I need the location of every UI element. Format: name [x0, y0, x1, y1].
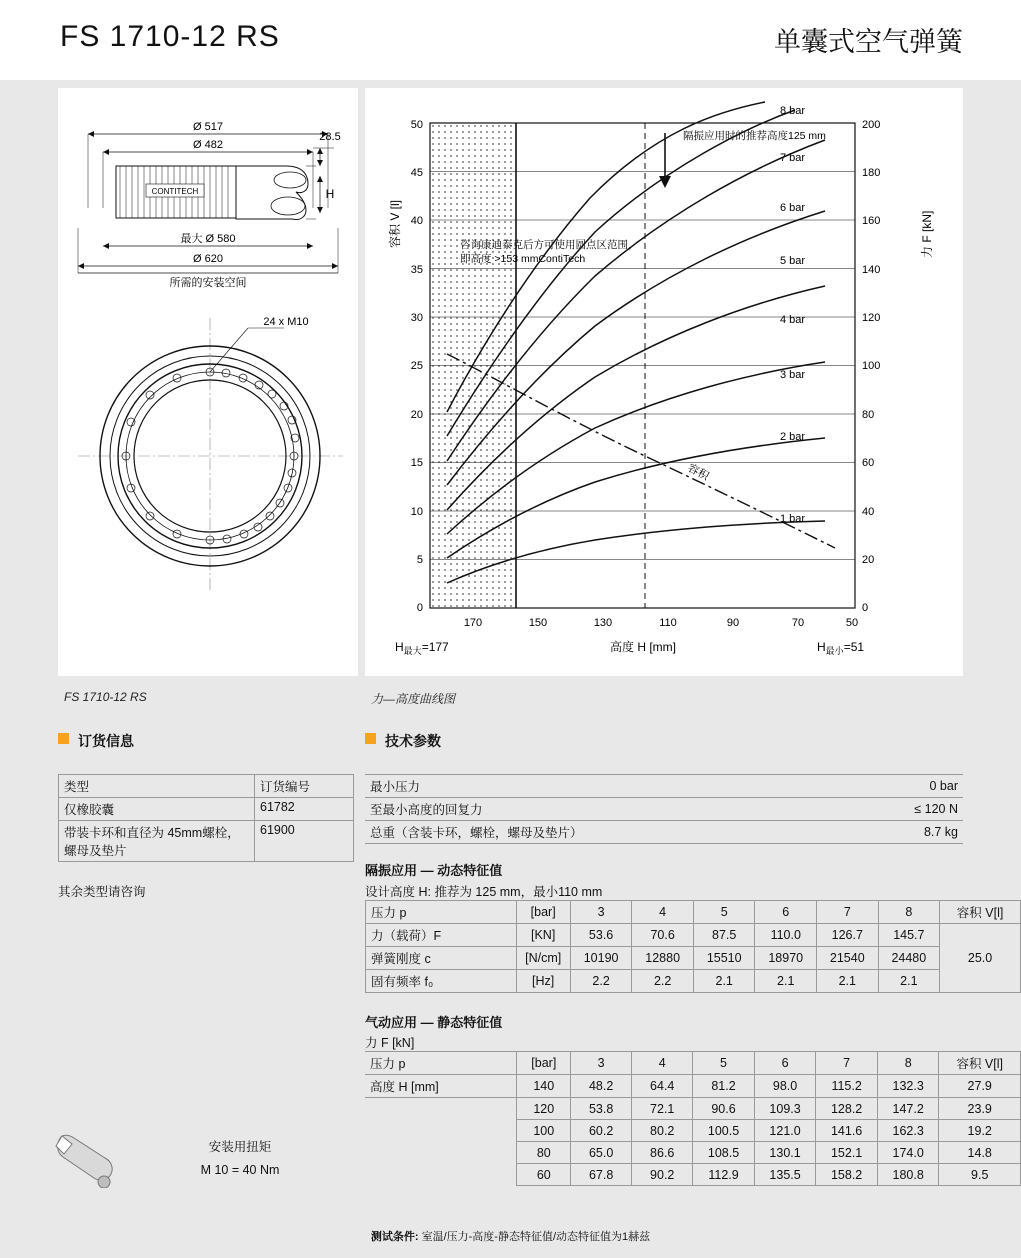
static-row-label: 高度 H [mm] — [365, 1075, 517, 1098]
svg-text:40: 40 — [410, 215, 423, 227]
static-subtitle: 力 F [kN] — [365, 1036, 415, 1050]
svg-text:10: 10 — [410, 506, 423, 518]
stat-r4-vol: 9.5 — [939, 1164, 1021, 1186]
svg-text:20: 20 — [862, 554, 875, 566]
svg-text:最大 Ø 580: 最大 Ø 580 — [180, 233, 236, 245]
stat-r3-v5: 174.0 — [877, 1142, 939, 1164]
stat-r0-v1: 64.4 — [632, 1075, 693, 1098]
svg-text:Ø 517: Ø 517 — [193, 121, 223, 133]
torque-line2: M 10 = 40 Nm — [200, 1162, 280, 1177]
stat-r1-v2: 90.6 — [693, 1098, 755, 1120]
svg-text:高度 H [mm]: 高度 H [mm] — [610, 640, 676, 654]
order-row1-type: 带装卡环和直径为 45mm螺栓，螺母及垫片 — [59, 821, 255, 862]
stat-r3-vol: 14.8 — [939, 1142, 1021, 1164]
dyn-r0-v3: 110.0 — [755, 924, 817, 947]
dynamic-heading: 隔振应用 — 动态特征值 — [365, 863, 503, 878]
dyn-r2-unit: [Hz] — [516, 970, 570, 993]
stat-r0-v0: 48.2 — [571, 1075, 632, 1098]
stat-r2-v0: 60.2 — [571, 1120, 632, 1142]
page-header — [0, 0, 1021, 80]
chart-panel — [365, 88, 963, 676]
svg-text:H: H — [325, 187, 335, 201]
order-row0-number: 61782 — [255, 798, 354, 821]
dyn-r1-v3: 18970 — [755, 947, 817, 970]
svg-text:Ø 620: Ø 620 — [193, 253, 223, 265]
dyn-r1-v4: 21540 — [817, 947, 879, 970]
stat-r3-v1: 86.6 — [632, 1142, 693, 1164]
svg-text:150: 150 — [528, 617, 548, 629]
svg-text:6 bar: 6 bar — [780, 202, 806, 214]
order-info-table — [58, 774, 354, 862]
stat-r1-h: 120 — [517, 1098, 571, 1120]
table-row — [365, 1120, 1021, 1142]
stat-h-vol: 容积 V[l] — [939, 1052, 1021, 1075]
tech-row0-value: 0 bar — [783, 775, 963, 798]
svg-text:24 x M10: 24 x M10 — [263, 316, 309, 328]
svg-text:50: 50 — [410, 119, 423, 131]
svg-text:8 bar: 8 bar — [780, 105, 806, 117]
table-row — [366, 947, 1021, 970]
wrench-icon — [52, 1128, 122, 1188]
stat-h-7: 7 — [816, 1052, 878, 1075]
dyn-r2-label: 固有频率 f₀ — [366, 970, 517, 993]
dyn-r2-v1: 2.2 — [632, 970, 694, 993]
orange-marker-tech — [365, 733, 376, 744]
dynamic-subtitle: 设计高度 H: 推荐为 125 mm，最小110 mm — [365, 885, 603, 899]
svg-text:所需的安装空间: 所需的安装空间 — [169, 277, 247, 289]
dynamic-table — [365, 900, 1021, 993]
stat-r0-v5: 132.3 — [877, 1075, 939, 1098]
tech-row2-value: 8.7 kg — [783, 821, 963, 844]
svg-text:容积 V [l]: 容积 V [l] — [388, 199, 402, 248]
stat-h-5: 5 — [693, 1052, 755, 1075]
svg-text:H最大=177: $H_{最大}=177$ — [395, 640, 449, 656]
stat-h-8: 8 — [877, 1052, 939, 1075]
svg-text:170: 170 — [463, 617, 483, 629]
dyn-r2-v0: 2.2 — [570, 970, 632, 993]
stat-r1-v5: 147.2 — [877, 1098, 939, 1120]
stat-r0-v2: 81.2 — [693, 1075, 755, 1098]
stat-r1-v0: 53.8 — [571, 1098, 632, 1120]
dyn-h-unit: [bar] — [516, 901, 570, 924]
svg-text:50: 50 — [845, 617, 859, 629]
stat-r0-h: 140 — [517, 1075, 571, 1098]
left-caption: FS 1710-12 RS — [64, 690, 147, 704]
stat-r3-v3: 130.1 — [754, 1142, 816, 1164]
torque-line1: 安装用扭矩 — [208, 1140, 272, 1154]
svg-text:3 bar: 3 bar — [780, 369, 806, 381]
tech-row2-label: 总重（含装卡环，螺栓，螺母及垫片） — [365, 821, 783, 844]
stat-r4-v0: 67.8 — [571, 1164, 632, 1186]
svg-text:15: 15 — [410, 457, 423, 469]
table-row — [365, 1075, 1021, 1098]
dyn-h-5: 5 — [693, 901, 755, 924]
page-title: FS 1710-12 RS — [60, 20, 280, 53]
svg-text:咨询康迪泰克后方可使用圆点区范围，: 咨询康迪泰克后方可使用圆点区范围， — [460, 239, 639, 251]
svg-text:40: 40 — [862, 506, 875, 518]
dyn-r2-v4: 2.1 — [817, 970, 879, 993]
tech-row1-value: ≤ 120 N — [783, 798, 963, 821]
stat-r4-v1: 90.2 — [632, 1164, 693, 1186]
dyn-r0-v4: 126.7 — [817, 924, 879, 947]
svg-text:28.5: 28.5 — [319, 131, 341, 143]
order-info-heading: 订货信息 — [78, 733, 134, 749]
footer-bold: 测试条件: — [370, 1231, 419, 1243]
table-row — [365, 775, 963, 798]
stat-r1-vol: 23.9 — [939, 1098, 1021, 1120]
svg-text:Ø 482: Ø 482 — [193, 139, 223, 151]
table-row — [59, 775, 354, 798]
table-row — [365, 798, 963, 821]
svg-text:70: 70 — [791, 617, 805, 629]
svg-text:0: 0 — [862, 602, 869, 614]
dyn-r2-v2: 2.1 — [693, 970, 755, 993]
table-row — [365, 821, 963, 844]
order-row0-type: 仅橡胶囊 — [59, 798, 255, 821]
order-col-type: 类型 — [59, 775, 255, 798]
stat-r3-v4: 152.1 — [816, 1142, 878, 1164]
dyn-r0-v2: 87.5 — [693, 924, 755, 947]
stat-r4-v5: 180.8 — [877, 1164, 939, 1186]
dyn-r1-v1: 12880 — [632, 947, 694, 970]
stat-r2-v2: 100.5 — [693, 1120, 755, 1142]
force-height-chart — [365, 88, 963, 676]
svg-text:20: 20 — [410, 409, 423, 421]
dyn-r1-v0: 10190 — [570, 947, 632, 970]
dyn-r2-v5: 2.1 — [878, 970, 940, 993]
svg-text:1 bar: 1 bar — [780, 513, 806, 525]
svg-text:容积: 容积 — [685, 462, 711, 483]
svg-text:即高度 >153 mmContiTech: 即高度 >153 mmContiTech — [460, 253, 586, 265]
svg-text:7 bar: 7 bar — [780, 152, 806, 164]
stat-h-unit: [bar] — [517, 1052, 571, 1075]
tech-table — [365, 774, 963, 844]
torque-note — [165, 1136, 315, 1181]
stat-r2-v1: 80.2 — [632, 1120, 693, 1142]
stat-r2-v5: 162.3 — [877, 1120, 939, 1142]
svg-text:140: 140 — [862, 264, 881, 276]
product-drawing — [58, 88, 358, 676]
dyn-r0-unit: [KN] — [516, 924, 570, 947]
stat-r2-v4: 141.6 — [816, 1120, 878, 1142]
dyn-r1-unit: [N/cm] — [516, 947, 570, 970]
tech-row1-label: 至最小高度的回复力 — [365, 798, 783, 821]
dyn-h-8: 8 — [878, 901, 940, 924]
stat-r1-v4: 128.2 — [816, 1098, 878, 1120]
dyn-h-vol: 容积 V[l] — [940, 901, 1021, 924]
table-row — [366, 970, 1021, 993]
svg-text:160: 160 — [862, 215, 881, 227]
stat-r4-v2: 112.9 — [693, 1164, 755, 1186]
svg-text:4 bar: 4 bar — [780, 314, 806, 326]
svg-text:80: 80 — [862, 409, 875, 421]
chart-caption: 力—高度曲线图 — [371, 692, 456, 706]
stat-r1-v3: 109.3 — [754, 1098, 816, 1120]
svg-text:130: 130 — [593, 617, 613, 629]
dyn-r0-v0: 53.6 — [570, 924, 632, 947]
product-drawing-panel — [58, 88, 358, 676]
table-row — [365, 1052, 1021, 1075]
table-row — [365, 1098, 1021, 1120]
stat-r4-h: 60 — [517, 1164, 571, 1186]
dyn-h-3: 3 — [570, 901, 632, 924]
stat-h-3: 3 — [571, 1052, 632, 1075]
dyn-h-pressure: 压力 p — [366, 901, 517, 924]
stat-r0-v4: 115.2 — [816, 1075, 878, 1098]
dyn-h-7: 7 — [817, 901, 879, 924]
svg-text:25: 25 — [410, 360, 423, 372]
svg-text:100: 100 — [862, 360, 881, 372]
stat-h-pressure: 压力 p — [365, 1052, 517, 1075]
dyn-r0-v1: 70.6 — [632, 924, 694, 947]
svg-text:5 bar: 5 bar — [780, 255, 806, 267]
tech-heading: 技术参数 — [385, 733, 441, 749]
order-row1-number: 61900 — [255, 821, 354, 862]
stat-r2-h: 100 — [517, 1120, 571, 1142]
svg-text:180: 180 — [862, 167, 881, 179]
tech-row0-label: 最小压力 — [365, 775, 783, 798]
table-row — [59, 821, 354, 862]
svg-text:隔振应用时的推荐高度125 mm: 隔振应用时的推荐高度125 mm — [683, 130, 826, 142]
svg-text:60: 60 — [862, 457, 875, 469]
svg-text:90: 90 — [726, 617, 740, 629]
footer-note — [0, 1228, 1021, 1244]
orange-marker-order — [58, 733, 69, 744]
svg-text:30: 30 — [410, 312, 423, 324]
stat-r0-vol: 27.9 — [939, 1075, 1021, 1098]
svg-text:0: 0 — [416, 602, 423, 614]
svg-text:45: 45 — [410, 167, 423, 179]
svg-text:35: 35 — [410, 264, 423, 276]
stat-r3-v2: 108.5 — [693, 1142, 755, 1164]
order-note: 其余类型请咨询 — [58, 885, 146, 899]
static-heading: 气动应用 — 静态特征值 — [365, 1015, 503, 1030]
table-row — [59, 798, 354, 821]
svg-text:110: 110 — [659, 617, 677, 629]
svg-text:120: 120 — [862, 312, 881, 324]
page-subtitle: 单囊式空气弹簧 — [774, 27, 963, 57]
dyn-r2-v3: 2.1 — [755, 970, 817, 993]
stat-r1-v1: 72.1 — [632, 1098, 693, 1120]
dyn-r1-v2: 15510 — [693, 947, 755, 970]
footer-text: 室温/压力-高度-静态特征值/动态特征值为1赫兹 — [418, 1231, 651, 1243]
table-row — [365, 1142, 1021, 1164]
table-row — [366, 901, 1021, 924]
svg-text:200: 200 — [862, 119, 881, 131]
stat-r0-v3: 98.0 — [754, 1075, 816, 1098]
dyn-r0-label: 力（载荷）F — [366, 924, 517, 947]
stat-r2-vol: 19.2 — [939, 1120, 1021, 1142]
svg-text:5: 5 — [416, 554, 423, 566]
dyn-volume: 25.0 — [940, 924, 1021, 993]
svg-text:CONTITECH: CONTITECH — [151, 187, 199, 196]
stat-r4-v4: 158.2 — [816, 1164, 878, 1186]
stat-h-4: 4 — [632, 1052, 693, 1075]
dyn-h-6: 6 — [755, 901, 817, 924]
dyn-r1-label: 弹簧刚度 c — [366, 947, 517, 970]
svg-text:力 F [kN]: 力 F [kN] — [920, 210, 934, 258]
stat-r4-v3: 135.5 — [754, 1164, 816, 1186]
stat-h-6: 6 — [754, 1052, 816, 1075]
svg-text:2 bar: 2 bar — [780, 431, 806, 443]
table-row — [366, 924, 1021, 947]
dyn-h-4: 4 — [632, 901, 694, 924]
static-table — [365, 1051, 1021, 1186]
svg-text:H最小=51: $H_{最小}=51$ — [817, 640, 865, 656]
dyn-r0-v5: 145.7 — [878, 924, 940, 947]
stat-r3-h: 80 — [517, 1142, 571, 1164]
stat-r3-v0: 65.0 — [571, 1142, 632, 1164]
table-row — [365, 1164, 1021, 1186]
dyn-r1-v5: 24480 — [878, 947, 940, 970]
order-col-number: 订货编号 — [255, 775, 354, 798]
stat-r2-v3: 121.0 — [754, 1120, 816, 1142]
